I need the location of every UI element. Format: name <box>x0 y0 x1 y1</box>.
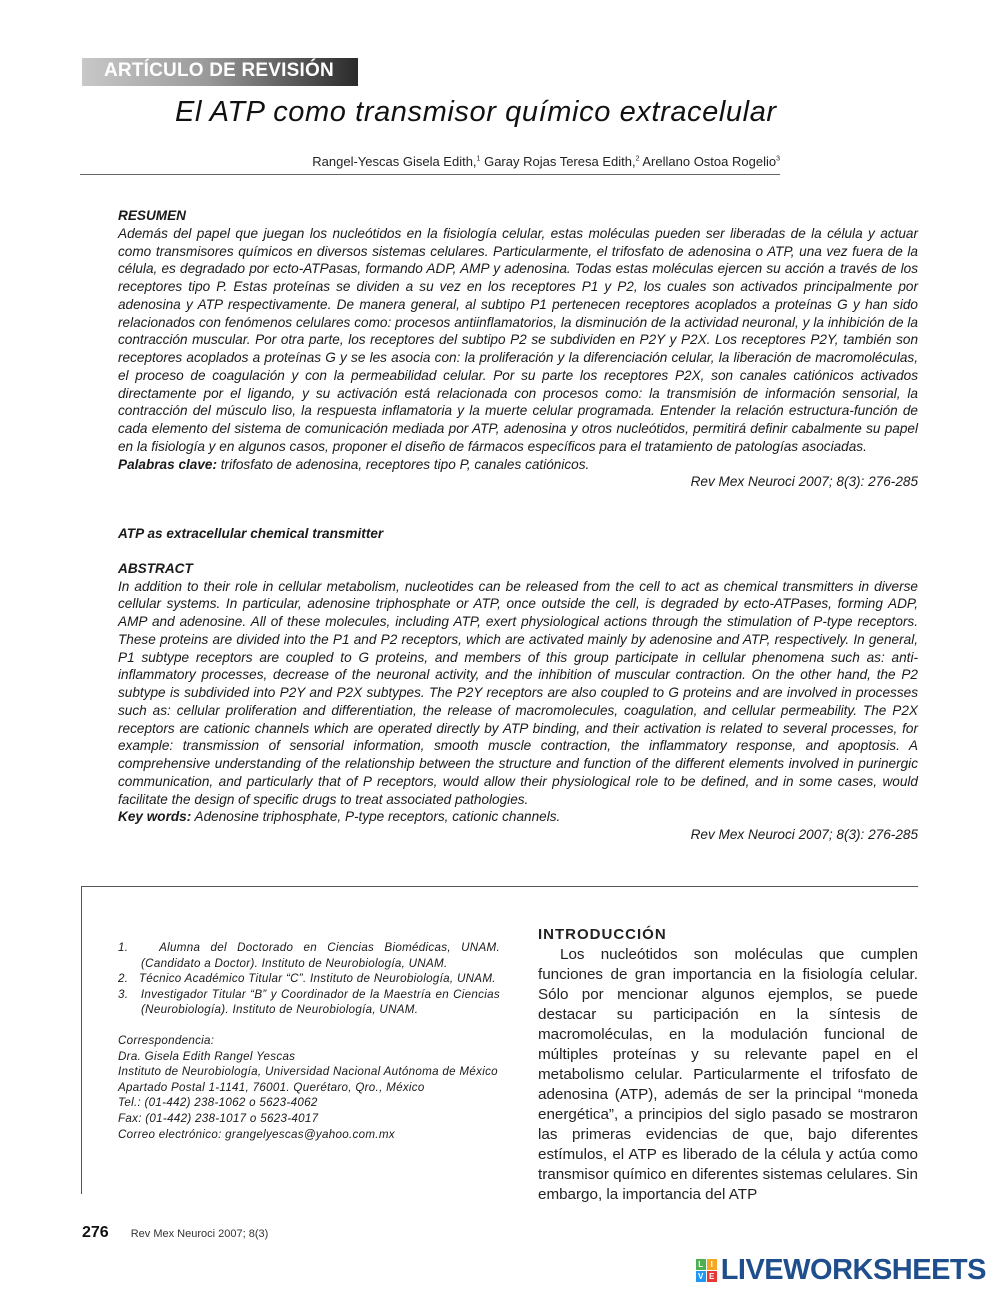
correspondence: Correspondencia: Dra. Gisela Edith Rangel Yescas Instituto de Neurobiología, Universidad Nacional Autónoma de México Apartado Postal 1-1141, 76001. Querétaro, Qro., México Tel.: (01-442) 238-1062 o 5623-4062 Fax: (01-442) 238-1017 o 5623-4017 Correo electrónico: grangelyescas@yahoo.com.mx <box>118 1033 500 1142</box>
liveworksheets-logo <box>696 1254 986 1287</box>
author-affiliation: 3 <box>776 155 780 163</box>
intro-body: Los nucleótidos son moléculas que cumplen funciones de gran importancia en la fisiología celular. Sólo por mencionar algunos ejemplos, se puede destacar su participación en la síntesis de macromoléculas, en la modulación funcional de múltiples proteínas y su relevante papel en el metabolismo celular. Particularmente el trifosfato de adenosina (ATP), además de ser la principal “moneda energética”, a principios del siglo pasado se mostraron las primeras evidencias de que, bajo diferentes estímulos, el ATP es liberado de la célula y actúa como transmisor químico en diferentes sistemas celulares. Sin embargo, la importancia del ATP <box>538 946 918 1203</box>
abstract-section <box>118 525 918 844</box>
abstract-title: ATP as extracellular chemical transmitter <box>118 526 384 541</box>
citation: Rev Mex Neuroci 2007; 8(3): 276-285 <box>690 474 918 490</box>
footnotes <box>118 940 500 1142</box>
journal-ref: Rev Mex Neuroci 2007; 8(3) <box>130 1228 269 1240</box>
logo-icon: L I V E <box>696 1259 717 1282</box>
section-banner: ARTÍCULO DE REVISIÓN <box>82 58 358 86</box>
abstract-heading: ABSTRACT <box>118 560 193 576</box>
introduction <box>538 925 918 1205</box>
abstract-body: In addition to their role in cellular metabolism, nucleotides can be released from the cell to act as chemical transmitters in diverse cellular systems. In particular, adenosine triphosphate or ATP, once outside the cell, is degraded by ecto-ATPases, forming ADP, AMP and adenosine. All of these molecules, including ATP, exert physiological actions through the stimulation of P-type receptors. These proteins are divided into the P1 and P2 receptors, which are activated mainly by adenosine and ATP, respectively. In general, P1 subtype receptors are coupled to G proteins, and members of this group participate in cellular phenomena such as: anti-inflammatory processes, decrease of the neuronal activity, and the inhibition of muscular contraction. On the other hand, the P2 subtype is subdivided into P2Y and P2X subtypes. The P2Y receptors are also coupled to G proteins and are involved in processes such as: cellular proliferation and differentiation, the release of macromolecules, coagulation, and cellular permeability. The P2X receptors are cationic channels which are operated directly by ATP binding, and their activation is related to several processes, for example: transmission of sensorial information, smooth muscle contraction, the inflammatory response, and apoptosis. A comprehensive understanding of the relationship between the structure and function of the different elements involved in purinergic communication, and particularly that of P receptors, would allow their physiological role to be defined, and in some cases, would facilitate the design of specific drugs to treat associated pathologies. <box>118 578 918 807</box>
keywords: Adenosine triphosphate, P-type receptors, cationic channels. <box>191 809 561 825</box>
email: Correo electrónico: grangelyescas@yahoo.com.mx <box>118 1127 395 1141</box>
keywords: trifosfato de adenosina, receptores tipo P, canales catiónicos. <box>217 456 590 472</box>
author-affiliation: 2 <box>635 155 640 163</box>
article-title: El ATP como transmisor químico extracelular <box>175 96 777 128</box>
keywords-label: Key words: <box>118 809 192 825</box>
footnote: 2. Técnico Académico Titular “C”. Instituto de Neurobiología, UNAM. <box>118 972 496 986</box>
resumen-section <box>118 207 918 491</box>
keywords-label: Palabras clave: <box>118 456 217 472</box>
page-number: 276 <box>82 1224 109 1241</box>
resumen-heading: RESUMEN <box>118 208 186 223</box>
citation: Rev Mex Neuroci 2007; 8(3): 276-285 <box>690 827 918 842</box>
author: Rangel-Yescas Gisela Edith, <box>312 154 477 169</box>
authors <box>312 154 780 169</box>
divider <box>80 174 780 175</box>
intro-heading: INTRODUCCIÓN <box>538 926 667 943</box>
footnote: 1. Alumna del Doctorado en Ciencias Biomédicas, UNAM. (Candidato a Doctor). Instituto de Neurobiología, UNAM. <box>118 941 500 970</box>
logo-text: LIVEWORKSHEETS <box>720 1254 986 1286</box>
footnote: 3. Investigador Titular “B” y Coordinador de la Maestría en Ciencias (Neurobiología). Instituto de Neurobiología, UNAM. <box>118 987 500 1017</box>
resumen-body: Además del papel que juegan los nucleótidos en la fisiología celular, estas moléculas pueden ser liberadas de la célula y actuar como transmisores químicos en diversos sistemas celulares. Particularmente, el trifosfato de adenosina o ATP, una vez fuera de la célula, es degradado por ecto-ATPasas, formando ADP, AMP y adenosina. Todas estas moléculas ejercen su acción a través de los receptores tipo P. Estas proteínas se dividen a su vez en los receptores P1 y P2, los cuales son activados principalmente por adenosina y ATP respectivamente. De manera general, al subtipo P1 pertenecen receptores acoplados a proteínas G y han sido relacionados con fenómenos celulares como: procesos antiinflamatorios, la disminución de la actividad neuronal, y la inhibición de la contracción muscular. Por otra parte, los receptores del subtipo P2 se subdividen en P2Y y P2X. Los receptores P2Y, también son receptores acoplados a proteínas G y se les asocia con: la proliferación y la diferenciación celular, la liberación de macromoléculas, el proceso de coagulación y con la permeabilidad celular. Por su parte los receptores P2X, son canales catiónicos activados directamente por el ligando, y su activación está relacionada con procesos como: la transmisión de información sensorial, la contracción del músculo liso, la respuesta inflamatoria y la muerte celular programada. Entender la relación estructura-función de cada elemento del sistema de comunicación mediada por ATP, adenosina y otros nucleótidos, permitirá definir cabalmente su papel en la fisiología y en algunos casos, proponer el diseño de fármacos específicos para el tratamiento de patologías asociadas. <box>118 225 918 454</box>
author-affiliation: 1 <box>476 155 481 163</box>
author: Garay Rojas Teresa Edith, <box>484 154 636 169</box>
page-footer <box>82 1224 268 1242</box>
author: Arellano Ostoa Rogelio <box>642 154 777 169</box>
